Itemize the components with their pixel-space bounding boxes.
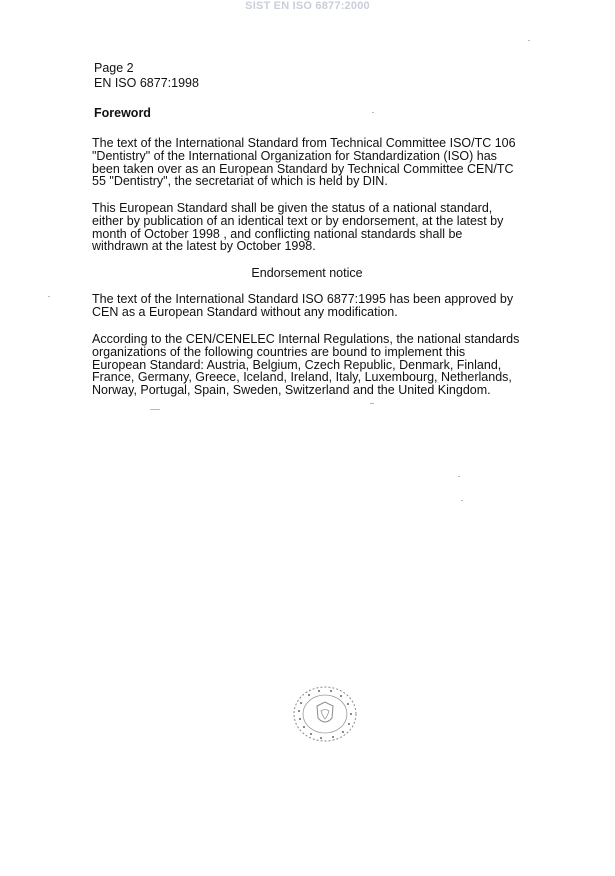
page-meta	[94, 61, 199, 91]
text-line: This European Standard shall be given the status of a national standard,	[92, 201, 493, 215]
text-line: France, Germany, Greece, Iceland, Ireland, Italy, Luxembourg, Netherlands,	[92, 370, 512, 385]
text-line: "Dentistry" of the International Organization for Standardization (ISO) has	[92, 148, 497, 163]
text-line: been taken over as an European Standard by Technical Committee CEN/TC	[92, 161, 514, 176]
text-line: withdrawn at the latest by October 1998.	[92, 239, 316, 254]
header-watermark: SIST EN ISO 6877:2000	[245, 0, 370, 12]
endorsement-paragraph-1	[92, 293, 542, 319]
text-line: According to the CEN/CENELEC Internal Regulations, the national standards	[92, 332, 520, 346]
endorsement-paragraph-2	[92, 333, 542, 397]
page-number: Page 2	[94, 61, 134, 75]
foreword-paragraph-2	[92, 202, 542, 253]
scan-speck	[528, 40, 530, 41]
seal-stamp	[290, 684, 360, 744]
standard-id: EN ISO 6877:1998	[94, 76, 199, 90]
text-line: CEN as a European Standard without any modification.	[92, 304, 398, 319]
text-line: month of October 1998 , and conflicting national standards shall be	[92, 226, 463, 241]
scan-speck	[461, 500, 463, 501]
scan-speck	[150, 409, 160, 410]
text-line: European Standard: Austria, Belgium, Czech Republic, Denmark, Finland,	[92, 357, 502, 372]
text-line: organizations of the following countries are bound to implement this	[92, 344, 466, 359]
scan-speck	[372, 112, 374, 113]
scan-speck	[370, 403, 374, 404]
text-line: The text of the International Standard from Technical Committee ISO/TC 106	[92, 136, 516, 150]
foreword-heading: Foreword	[94, 106, 151, 120]
scan-speck	[48, 296, 50, 297]
scan-speck	[458, 476, 460, 477]
text-line: Norway, Portugal, Spain, Sweden, Switzerland and the United Kingdom.	[92, 383, 491, 398]
text-line: either by publication of an identical text or by endorsement, at the latest by	[92, 213, 504, 228]
text-line: The text of the International Standard ISO 6877:1995 has been approved by	[92, 292, 514, 306]
endorsement-notice-title: Endorsement notice	[251, 266, 363, 280]
foreword-paragraph-1	[92, 137, 542, 188]
text-line: 55 "Dentistry", the secretariat of which is held by DIN.	[92, 174, 388, 189]
